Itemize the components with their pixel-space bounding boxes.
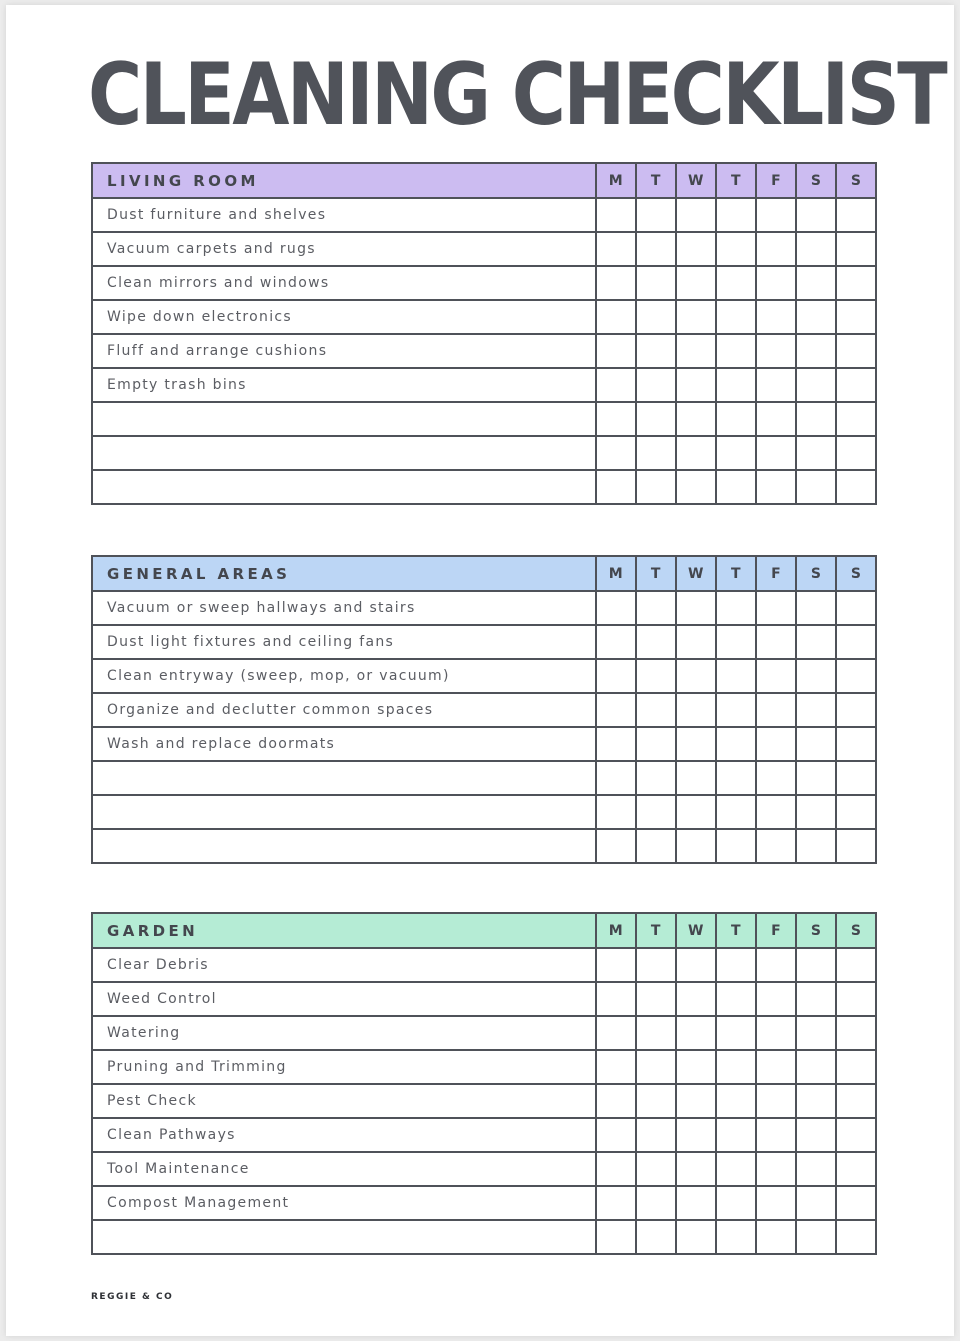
task-row xyxy=(92,795,876,829)
checkbox-cell-friday[interactable] xyxy=(756,659,796,693)
task-row xyxy=(92,402,876,436)
day-header-wednesday: W xyxy=(676,163,716,198)
section-header-row xyxy=(92,913,876,948)
task-row xyxy=(92,693,876,727)
checkbox-cell-friday[interactable] xyxy=(756,1186,796,1220)
checkbox-cell-sunday[interactable] xyxy=(836,1152,876,1186)
checkbox-cell-sunday[interactable] xyxy=(836,829,876,863)
checkbox-cell-monday[interactable] xyxy=(596,300,636,334)
checkbox-cell-monday[interactable] xyxy=(596,436,636,470)
checkbox-cell-friday[interactable] xyxy=(756,591,796,625)
task-label-blank xyxy=(92,1220,596,1254)
section-living-room xyxy=(91,162,877,505)
checkbox-cell-sunday[interactable] xyxy=(836,1084,876,1118)
task-label-blank xyxy=(92,829,596,863)
task-row xyxy=(92,829,876,863)
task-label-blank xyxy=(92,795,596,829)
checkbox-cell-sunday[interactable] xyxy=(836,948,876,982)
checkbox-cell-thursday[interactable] xyxy=(716,334,756,368)
checkbox-cell-wednesday[interactable] xyxy=(676,198,716,232)
checkbox-cell-wednesday[interactable] xyxy=(676,795,716,829)
day-header-monday: M xyxy=(596,556,636,591)
checkbox-cell-wednesday[interactable] xyxy=(676,829,716,863)
checkbox-cell-monday[interactable] xyxy=(596,1118,636,1152)
task-label-weed-control: Weed Control xyxy=(92,982,596,1016)
section-general-areas xyxy=(91,555,877,864)
checkbox-cell-friday[interactable] xyxy=(756,334,796,368)
day-header-tuesday: T xyxy=(636,556,676,591)
checkbox-cell-saturday[interactable] xyxy=(796,693,836,727)
checkbox-cell-wednesday[interactable] xyxy=(676,300,716,334)
checkbox-cell-sunday[interactable] xyxy=(836,300,876,334)
checkbox-cell-wednesday[interactable] xyxy=(676,982,716,1016)
task-row xyxy=(92,368,876,402)
checkbox-cell-tuesday[interactable] xyxy=(636,659,676,693)
checkbox-cell-friday[interactable] xyxy=(756,761,796,795)
checkbox-cell-saturday[interactable] xyxy=(796,1016,836,1050)
checkbox-cell-thursday[interactable] xyxy=(716,948,756,982)
checkbox-cell-tuesday[interactable] xyxy=(636,1084,676,1118)
checkbox-cell-friday[interactable] xyxy=(756,470,796,504)
day-header-wednesday: W xyxy=(676,913,716,948)
checkbox-cell-saturday[interactable] xyxy=(796,266,836,300)
task-label-wash-and-replace-doormats: Wash and replace doormats xyxy=(92,727,596,761)
day-header-saturday: S xyxy=(796,913,836,948)
task-label-clean-mirrors-and-windows: Clean mirrors and windows xyxy=(92,266,596,300)
checkbox-cell-saturday[interactable] xyxy=(796,300,836,334)
checkbox-cell-tuesday[interactable] xyxy=(636,470,676,504)
task-row xyxy=(92,470,876,504)
task-label-tool-maintenance: Tool Maintenance xyxy=(92,1152,596,1186)
checkbox-cell-saturday[interactable] xyxy=(796,761,836,795)
day-header-saturday: S xyxy=(796,556,836,591)
section-title: GARDEN xyxy=(92,913,596,948)
task-row xyxy=(92,1118,876,1152)
checkbox-cell-saturday[interactable] xyxy=(796,727,836,761)
brand-footer: REGGIE & CO xyxy=(91,1292,174,1302)
task-label-blank xyxy=(92,470,596,504)
checkbox-cell-wednesday[interactable] xyxy=(676,693,716,727)
day-header-wednesday: W xyxy=(676,556,716,591)
checkbox-cell-sunday[interactable] xyxy=(836,1016,876,1050)
checkbox-cell-monday[interactable] xyxy=(596,948,636,982)
day-header-sunday: S xyxy=(836,913,876,948)
section-garden xyxy=(91,912,877,1255)
day-header-thursday: T xyxy=(716,163,756,198)
checkbox-cell-sunday[interactable] xyxy=(836,1118,876,1152)
checkbox-cell-thursday[interactable] xyxy=(716,829,756,863)
checkbox-cell-wednesday[interactable] xyxy=(676,1050,716,1084)
day-header-monday: M xyxy=(596,913,636,948)
checkbox-cell-wednesday[interactable] xyxy=(676,470,716,504)
task-label-watering: Watering xyxy=(92,1016,596,1050)
checkbox-cell-tuesday[interactable] xyxy=(636,300,676,334)
checkbox-cell-saturday[interactable] xyxy=(796,470,836,504)
checkbox-cell-friday[interactable] xyxy=(756,266,796,300)
checkbox-cell-tuesday[interactable] xyxy=(636,625,676,659)
task-label-pruning-and-trimming: Pruning and Trimming xyxy=(92,1050,596,1084)
checkbox-cell-tuesday[interactable] xyxy=(636,829,676,863)
checkbox-cell-sunday[interactable] xyxy=(836,982,876,1016)
day-header-saturday: S xyxy=(796,163,836,198)
checkbox-cell-tuesday[interactable] xyxy=(636,1050,676,1084)
checkbox-cell-thursday[interactable] xyxy=(716,1186,756,1220)
checkbox-cell-wednesday[interactable] xyxy=(676,1084,716,1118)
checkbox-cell-monday[interactable] xyxy=(596,795,636,829)
checkbox-cell-saturday[interactable] xyxy=(796,436,836,470)
checkbox-cell-sunday[interactable] xyxy=(836,436,876,470)
checkbox-cell-thursday[interactable] xyxy=(716,693,756,727)
task-row xyxy=(92,982,876,1016)
checkbox-cell-wednesday[interactable] xyxy=(676,659,716,693)
checkbox-cell-thursday[interactable] xyxy=(716,982,756,1016)
task-label-blank xyxy=(92,436,596,470)
checkbox-cell-wednesday[interactable] xyxy=(676,1016,716,1050)
checkbox-cell-wednesday[interactable] xyxy=(676,334,716,368)
page-title: CLEANING CHECKLIST xyxy=(88,45,946,145)
day-header-monday: M xyxy=(596,163,636,198)
day-header-friday: F xyxy=(756,556,796,591)
checkbox-cell-friday[interactable] xyxy=(756,1118,796,1152)
checkbox-cell-friday[interactable] xyxy=(756,402,796,436)
checkbox-cell-wednesday[interactable] xyxy=(676,436,716,470)
checkbox-cell-tuesday[interactable] xyxy=(636,1016,676,1050)
checkbox-cell-tuesday[interactable] xyxy=(636,761,676,795)
task-label-clean-entryway-sweep-mop-or-vacuum: Clean entryway (sweep, mop, or vacuum) xyxy=(92,659,596,693)
task-row xyxy=(92,232,876,266)
checkbox-cell-saturday[interactable] xyxy=(796,982,836,1016)
task-label-vacuum-or-sweep-hallways-and-stairs: Vacuum or sweep hallways and stairs xyxy=(92,591,596,625)
checkbox-cell-tuesday[interactable] xyxy=(636,334,676,368)
checkbox-cell-wednesday[interactable] xyxy=(676,727,716,761)
checkbox-cell-sunday[interactable] xyxy=(836,198,876,232)
task-label-empty-trash-bins: Empty trash bins xyxy=(92,368,596,402)
checkbox-cell-tuesday[interactable] xyxy=(636,1118,676,1152)
checkbox-cell-saturday[interactable] xyxy=(796,795,836,829)
task-label-blank xyxy=(92,761,596,795)
checkbox-cell-saturday[interactable] xyxy=(796,948,836,982)
checkbox-cell-thursday[interactable] xyxy=(716,470,756,504)
checkbox-cell-thursday[interactable] xyxy=(716,198,756,232)
checkbox-cell-thursday[interactable] xyxy=(716,659,756,693)
checkbox-cell-thursday[interactable] xyxy=(716,1016,756,1050)
section-title: LIVING ROOM xyxy=(92,163,596,198)
section-header-row xyxy=(92,556,876,591)
checkbox-cell-monday[interactable] xyxy=(596,591,636,625)
checkbox-cell-wednesday[interactable] xyxy=(676,232,716,266)
task-label-clear-debris: Clear Debris xyxy=(92,948,596,982)
day-header-thursday: T xyxy=(716,913,756,948)
checkbox-cell-wednesday[interactable] xyxy=(676,1152,716,1186)
checkbox-cell-friday[interactable] xyxy=(756,368,796,402)
checkbox-cell-sunday[interactable] xyxy=(836,591,876,625)
checkbox-cell-friday[interactable] xyxy=(756,948,796,982)
checkbox-cell-saturday[interactable] xyxy=(796,591,836,625)
task-row xyxy=(92,727,876,761)
checkbox-cell-friday[interactable] xyxy=(756,1016,796,1050)
checkbox-cell-sunday[interactable] xyxy=(836,266,876,300)
checkbox-cell-tuesday[interactable] xyxy=(636,266,676,300)
task-row xyxy=(92,1084,876,1118)
checkbox-cell-thursday[interactable] xyxy=(716,402,756,436)
checkbox-cell-tuesday[interactable] xyxy=(636,1186,676,1220)
checkbox-cell-monday[interactable] xyxy=(596,402,636,436)
task-row xyxy=(92,334,876,368)
checkbox-cell-sunday[interactable] xyxy=(836,368,876,402)
checkbox-cell-sunday[interactable] xyxy=(836,625,876,659)
task-row xyxy=(92,266,876,300)
checkbox-cell-sunday[interactable] xyxy=(836,402,876,436)
day-header-tuesday: T xyxy=(636,913,676,948)
checkbox-cell-tuesday[interactable] xyxy=(636,795,676,829)
checkbox-cell-sunday[interactable] xyxy=(836,727,876,761)
task-row xyxy=(92,948,876,982)
checkbox-cell-saturday[interactable] xyxy=(796,659,836,693)
checkbox-cell-saturday[interactable] xyxy=(796,1152,836,1186)
checkbox-cell-thursday[interactable] xyxy=(716,436,756,470)
task-row xyxy=(92,1050,876,1084)
checkbox-cell-monday[interactable] xyxy=(596,1050,636,1084)
checkbox-cell-thursday[interactable] xyxy=(716,1050,756,1084)
day-header-friday: F xyxy=(756,163,796,198)
task-label-dust-light-fixtures-and-ceiling-fans: Dust light fixtures and ceiling fans xyxy=(92,625,596,659)
task-row xyxy=(92,1152,876,1186)
checkbox-cell-wednesday[interactable] xyxy=(676,1186,716,1220)
checkbox-cell-friday[interactable] xyxy=(756,1084,796,1118)
checkbox-cell-wednesday[interactable] xyxy=(676,591,716,625)
checkbox-cell-monday[interactable] xyxy=(596,334,636,368)
checkbox-cell-saturday[interactable] xyxy=(796,1084,836,1118)
checkbox-cell-tuesday[interactable] xyxy=(636,368,676,402)
checkbox-cell-monday[interactable] xyxy=(596,470,636,504)
checkbox-cell-wednesday[interactable] xyxy=(676,1118,716,1152)
checkbox-cell-thursday[interactable] xyxy=(716,795,756,829)
task-row xyxy=(92,198,876,232)
checkbox-cell-friday[interactable] xyxy=(756,198,796,232)
task-row xyxy=(92,625,876,659)
checkbox-cell-thursday[interactable] xyxy=(716,625,756,659)
checkbox-cell-sunday[interactable] xyxy=(836,761,876,795)
checkbox-cell-friday[interactable] xyxy=(756,982,796,1016)
checkbox-cell-saturday[interactable] xyxy=(796,1220,836,1254)
checkbox-cell-saturday[interactable] xyxy=(796,1118,836,1152)
task-label-organize-and-declutter-common-spaces: Organize and declutter common spaces xyxy=(92,693,596,727)
checkbox-cell-monday[interactable] xyxy=(596,625,636,659)
task-row xyxy=(92,1220,876,1254)
task-label-fluff-and-arrange-cushions: Fluff and arrange cushions xyxy=(92,334,596,368)
checkbox-cell-friday[interactable] xyxy=(756,829,796,863)
checkbox-cell-monday[interactable] xyxy=(596,761,636,795)
checkbox-cell-tuesday[interactable] xyxy=(636,198,676,232)
checkbox-cell-tuesday[interactable] xyxy=(636,402,676,436)
checkbox-cell-saturday[interactable] xyxy=(796,1050,836,1084)
day-header-tuesday: T xyxy=(636,163,676,198)
checkbox-cell-thursday[interactable] xyxy=(716,1084,756,1118)
checkbox-cell-sunday[interactable] xyxy=(836,1050,876,1084)
checkbox-cell-tuesday[interactable] xyxy=(636,1152,676,1186)
checkbox-cell-tuesday[interactable] xyxy=(636,948,676,982)
checkbox-cell-saturday[interactable] xyxy=(796,402,836,436)
checkbox-cell-sunday[interactable] xyxy=(836,232,876,266)
checkbox-cell-sunday[interactable] xyxy=(836,1220,876,1254)
checkbox-cell-saturday[interactable] xyxy=(796,232,836,266)
checkbox-cell-wednesday[interactable] xyxy=(676,368,716,402)
checkbox-cell-wednesday[interactable] xyxy=(676,948,716,982)
checkbox-cell-tuesday[interactable] xyxy=(636,436,676,470)
day-header-thursday: T xyxy=(716,556,756,591)
checkbox-cell-sunday[interactable] xyxy=(836,1186,876,1220)
checkbox-cell-thursday[interactable] xyxy=(716,727,756,761)
checkbox-cell-sunday[interactable] xyxy=(836,795,876,829)
checkbox-cell-monday[interactable] xyxy=(596,232,636,266)
checkbox-cell-saturday[interactable] xyxy=(796,829,836,863)
checkbox-cell-saturday[interactable] xyxy=(796,625,836,659)
checkbox-cell-monday[interactable] xyxy=(596,1186,636,1220)
checkbox-cell-thursday[interactable] xyxy=(716,1152,756,1186)
task-row xyxy=(92,659,876,693)
checkbox-cell-monday[interactable] xyxy=(596,829,636,863)
checklist-page xyxy=(6,5,954,1336)
checkbox-cell-thursday[interactable] xyxy=(716,266,756,300)
checkbox-cell-saturday[interactable] xyxy=(796,334,836,368)
checkbox-cell-tuesday[interactable] xyxy=(636,727,676,761)
task-label-clean-pathways: Clean Pathways xyxy=(92,1118,596,1152)
checkbox-cell-wednesday[interactable] xyxy=(676,1220,716,1254)
checkbox-cell-tuesday[interactable] xyxy=(636,982,676,1016)
task-label-compost-management: Compost Management xyxy=(92,1186,596,1220)
day-header-sunday: S xyxy=(836,556,876,591)
task-label-dust-furniture-and-shelves: Dust furniture and shelves xyxy=(92,198,596,232)
checkbox-cell-wednesday[interactable] xyxy=(676,402,716,436)
section-header-row xyxy=(92,163,876,198)
task-label-wipe-down-electronics: Wipe down electronics xyxy=(92,300,596,334)
checkbox-cell-friday[interactable] xyxy=(756,625,796,659)
checkbox-cell-monday[interactable] xyxy=(596,266,636,300)
checkbox-cell-sunday[interactable] xyxy=(836,693,876,727)
checkbox-cell-monday[interactable] xyxy=(596,727,636,761)
checkbox-cell-saturday[interactable] xyxy=(796,368,836,402)
checkbox-cell-saturday[interactable] xyxy=(796,1186,836,1220)
checkbox-cell-thursday[interactable] xyxy=(716,368,756,402)
task-row xyxy=(92,1016,876,1050)
checkbox-cell-thursday[interactable] xyxy=(716,1118,756,1152)
checkbox-cell-monday[interactable] xyxy=(596,198,636,232)
task-row xyxy=(92,300,876,334)
checkbox-cell-saturday[interactable] xyxy=(796,198,836,232)
checkbox-cell-wednesday[interactable] xyxy=(676,761,716,795)
day-header-sunday: S xyxy=(836,163,876,198)
task-row xyxy=(92,1186,876,1220)
checkbox-cell-sunday[interactable] xyxy=(836,659,876,693)
checkbox-cell-thursday[interactable] xyxy=(716,591,756,625)
checkbox-cell-thursday[interactable] xyxy=(716,761,756,795)
checkbox-cell-sunday[interactable] xyxy=(836,334,876,368)
checkbox-cell-monday[interactable] xyxy=(596,1220,636,1254)
checkbox-cell-tuesday[interactable] xyxy=(636,1220,676,1254)
checkbox-cell-monday[interactable] xyxy=(596,1016,636,1050)
task-label-blank xyxy=(92,402,596,436)
checkbox-cell-wednesday[interactable] xyxy=(676,266,716,300)
checkbox-cell-monday[interactable] xyxy=(596,693,636,727)
checkbox-cell-monday[interactable] xyxy=(596,1152,636,1186)
checkbox-cell-tuesday[interactable] xyxy=(636,693,676,727)
checkbox-cell-thursday[interactable] xyxy=(716,1220,756,1254)
checkbox-cell-monday[interactable] xyxy=(596,368,636,402)
checkbox-cell-friday[interactable] xyxy=(756,232,796,266)
checkbox-cell-monday[interactable] xyxy=(596,982,636,1016)
checkbox-cell-tuesday[interactable] xyxy=(636,232,676,266)
checkbox-cell-wednesday[interactable] xyxy=(676,625,716,659)
task-row xyxy=(92,436,876,470)
section-title: GENERAL AREAS xyxy=(92,556,596,591)
checkbox-cell-thursday[interactable] xyxy=(716,232,756,266)
checkbox-cell-monday[interactable] xyxy=(596,659,636,693)
checkbox-cell-sunday[interactable] xyxy=(836,470,876,504)
checkbox-cell-friday[interactable] xyxy=(756,300,796,334)
task-row xyxy=(92,591,876,625)
task-label-vacuum-carpets-and-rugs: Vacuum carpets and rugs xyxy=(92,232,596,266)
task-row xyxy=(92,761,876,795)
checkbox-cell-tuesday[interactable] xyxy=(636,591,676,625)
checkbox-cell-thursday[interactable] xyxy=(716,300,756,334)
checkbox-cell-friday[interactable] xyxy=(756,1152,796,1186)
day-header-friday: F xyxy=(756,913,796,948)
checkbox-cell-friday[interactable] xyxy=(756,1220,796,1254)
checkbox-cell-friday[interactable] xyxy=(756,795,796,829)
checkbox-cell-friday[interactable] xyxy=(756,727,796,761)
checkbox-cell-friday[interactable] xyxy=(756,1050,796,1084)
task-label-pest-check: Pest Check xyxy=(92,1084,596,1118)
checkbox-cell-friday[interactable] xyxy=(756,436,796,470)
checkbox-cell-monday[interactable] xyxy=(596,1084,636,1118)
checkbox-cell-friday[interactable] xyxy=(756,693,796,727)
